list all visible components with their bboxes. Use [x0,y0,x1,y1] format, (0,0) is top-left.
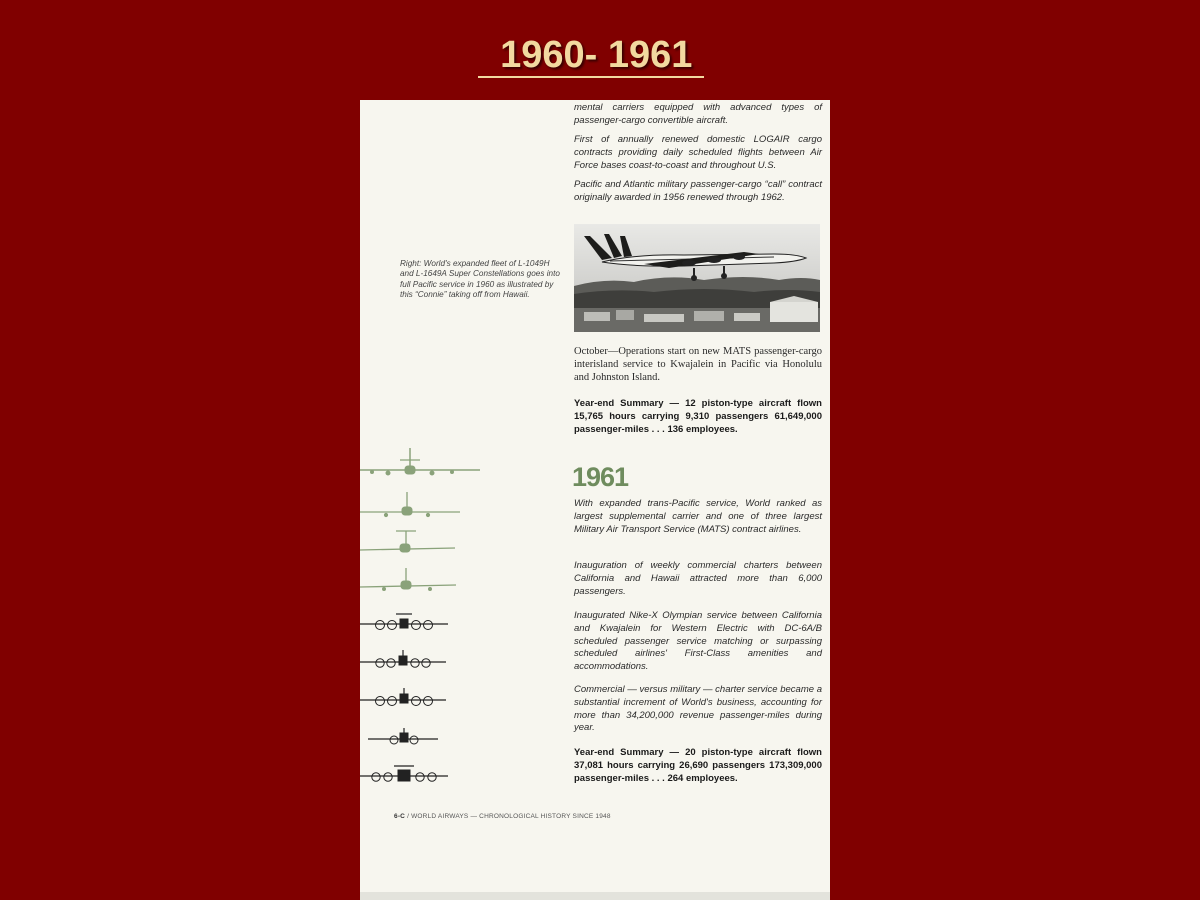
constellation-photo [574,224,820,332]
footer-text: / WORLD AIRWAYS — CHRONOLOGICAL HISTORY SINCE 1948 [405,813,611,820]
jet-silhouette-3 [360,531,455,552]
summary-1961: Year-end Summary — 20 piston-type aircraft flown 37,081 hours carrying 26,690 passengers 173,309,000 passenger-miles . . . 264 employees. [574,747,822,784]
year-heading-1961: 1961 [572,462,629,492]
prop-silhouette-4 [368,728,438,744]
paragraph-call-contract: Pacific and Atlantic military passenger-cargo “call” contract originally awarded in 1956 renewed through 1962. [574,179,822,203]
scanned-page [360,100,830,892]
prop-silhouette-5 [360,766,448,781]
prop-silhouette-3 [360,688,446,706]
paragraph-commercial: Commercial — versus military — charter service became a substantial increment of World's business, accounting for more than 34,200,000 revenue passenger-miles during year. [574,684,822,734]
paragraph-carriers: mental carriers equipped with advanced types of passenger-cargo convertible aircraft. [574,102,822,126]
paragraph-october: October—Operations start on new MATS passenger-cargo interisland service to Kwajalein in Pacific via Honolulu and Johnston Island. [574,346,822,383]
prop-silhouette-2 [360,650,446,667]
slide-title: 1960- 1961 [478,34,704,78]
paragraph-trans-pacific: With expanded trans-Pacific service, World ranked as largest supplemental carrier and one of three largest Military Air Transport Service (MATS) contract airlines. [574,498,822,535]
photo-caption: Right: World's expanded fleet of L-1049H and L-1649A Super Constellations goes into full Pacific service in 1960 as illustrated by this “Connie” taking off from Hawaii. [400,259,560,299]
jet-silhouette-4 [360,568,456,591]
prop-silhouette-1 [360,614,448,630]
jet-silhouette-2 [360,492,460,517]
paragraph-weekly-charters: Inauguration of weekly commercial charters between California and Hawaii attracted more than 6,000 passengers. [574,560,822,597]
page-footer [394,813,611,820]
summary-1960: Year-end Summary — 12 piston-type aircraft flown 15,765 hours carrying 9,310 passengers 61,649,000 passenger-miles . . . 136 employees. [574,398,822,435]
aircraft-silhouettes [360,440,485,790]
footer-page-number: 6-C [394,813,406,820]
jet-silhouette-1 [360,448,480,475]
paragraph-logair: First of annually renewed domestic LOGAIR cargo contracts providing daily scheduled flights between Air Force bases coast-to-coast and throughout U.S. [574,134,822,171]
paragraph-nike-x: Inaugurated Nike-X Olympian service between California and Kwajalein for Western Electric with DC-6A/B scheduled passenger service matching or surpassing scheduled airlines' First-Class amenities and accommodations. [574,610,822,673]
page-bottom-edge [360,892,830,900]
